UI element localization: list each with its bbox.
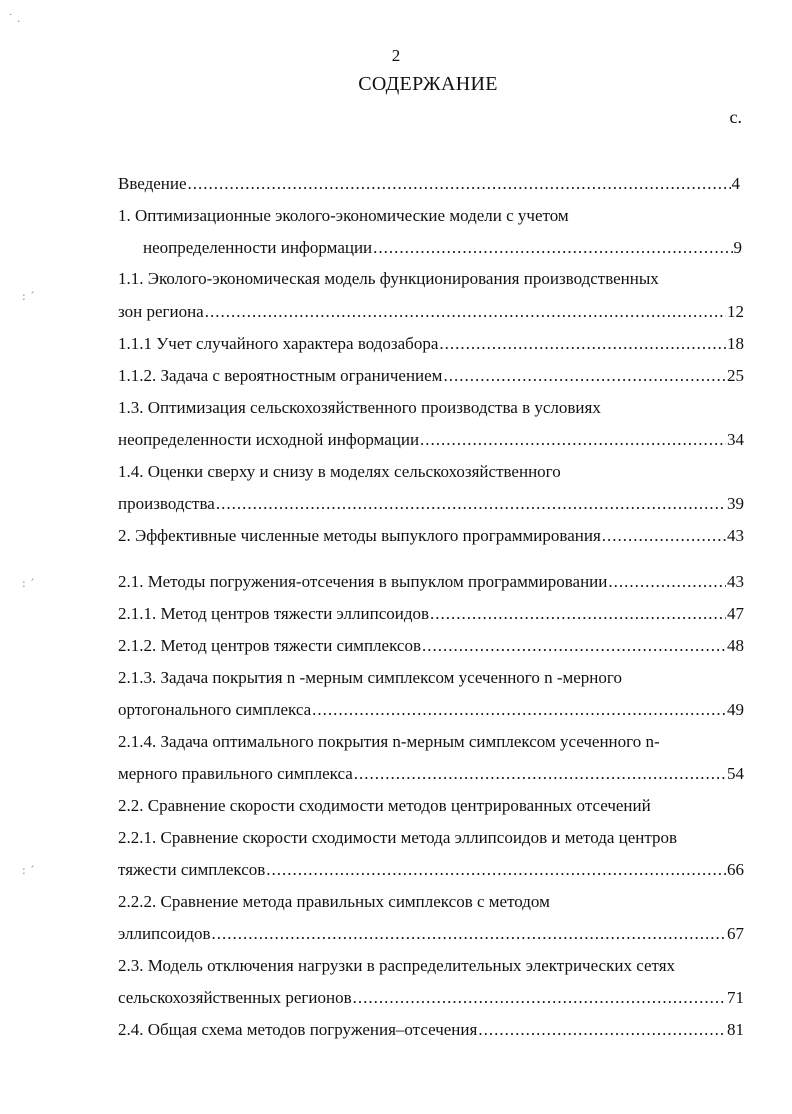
toc-leader-dots (608, 572, 726, 592)
toc-entry-text: 2.1.1. Метод центров тяжести эллипсоидов (118, 604, 430, 623)
page-number: 2 (391, 46, 401, 65)
toc-entry-text: 1.4. Оценки сверху и снизу в моделях сельскохозяйственного (118, 462, 561, 481)
scan-artifact: ˙ . (8, 12, 21, 25)
toc-entry-text: 2. Эффективные численные методы выпуклого программирования (118, 526, 601, 545)
toc-entry-page: 25 (727, 366, 744, 385)
toc-entry-text: 1.1.1 Учет случайного характера водозабора (118, 334, 439, 353)
toc-leader-dots (188, 174, 731, 194)
toc-entry-text: неопределенности исходной информации (118, 430, 420, 449)
toc-entry-text: 1.1.2. Задача с вероятностным ограничением (118, 366, 443, 385)
toc-entry (118, 988, 744, 1010)
scan-artifact: : ´ (22, 290, 35, 303)
toc-entry-text: 2.4. Общая схема методов погружения–отсечения (118, 1020, 478, 1039)
toc-entry (118, 334, 744, 356)
toc-entry-page: 34 (727, 430, 744, 449)
toc-entry (143, 238, 742, 260)
toc-entry (118, 892, 550, 914)
toc-entry (118, 302, 744, 324)
toc-leader-dots (422, 636, 726, 656)
toc-entry (118, 1020, 744, 1042)
toc-entry-page: 47 (727, 604, 744, 623)
toc-leader-dots (373, 238, 732, 258)
toc-leader-dots (602, 526, 726, 546)
toc-entry-page: 71 (727, 988, 744, 1007)
toc-entry-text: производства (118, 494, 215, 513)
toc-entry (118, 764, 744, 786)
toc-entry (118, 572, 744, 594)
toc-entry (118, 462, 561, 484)
toc-entry (118, 430, 744, 452)
page-column-label: с. (729, 107, 742, 127)
toc-entry-page: 43 (727, 526, 744, 545)
toc-leader-dots (439, 334, 726, 354)
toc-entry (118, 956, 675, 978)
toc-entry-page: 67 (727, 924, 744, 943)
toc-entry-text: 2.2.2. Сравнение метода правильных симплексов с методом (118, 892, 550, 911)
toc-leader-dots (205, 302, 726, 322)
toc-leader-dots (354, 764, 726, 784)
toc-entry-text: 1.1. Эколого-экономическая модель функционирования производственных (118, 269, 659, 288)
toc-entry-page: 66 (727, 860, 744, 879)
toc-entry-text: Введение (118, 174, 187, 193)
toc-entry-page: 81 (727, 1020, 744, 1039)
toc-entry-text: 2.1.3. Задача покрытия n -мерным симплексом усеченного n -мерного (118, 668, 622, 687)
toc-entry-page: 49 (727, 700, 744, 719)
scan-artifact: : ´ (22, 864, 35, 877)
toc-entry (118, 206, 569, 228)
toc-entry-page: 54 (727, 764, 744, 783)
toc-entry-text: 1. Оптимизационные эколого-экономические модели с учетом (118, 206, 569, 225)
toc-entry-page: 12 (727, 302, 744, 321)
toc-entry-page: 18 (727, 334, 744, 353)
toc-entry (118, 366, 744, 388)
toc-leader-dots (420, 430, 726, 450)
toc-entry-text: 2.1. Методы погружения-отсечения в выпуклом программировании (118, 572, 608, 591)
toc-entry (118, 526, 744, 548)
toc-entry-page: 48 (727, 636, 744, 655)
toc-entry (118, 269, 659, 291)
toc-entry (118, 860, 744, 882)
toc-entry (118, 174, 740, 196)
toc-entry-text: тяжести симплексов (118, 860, 266, 879)
toc-entry-text: сельскохозяйственных регионов (118, 988, 352, 1007)
page-title: СОДЕРЖАНИЕ (358, 73, 498, 95)
toc-entry-text: мерного правильного симплекса (118, 764, 353, 783)
toc-entry-text: 2.1.2. Метод центров тяжести симплексов (118, 636, 421, 655)
toc-entry (118, 398, 601, 420)
toc-entry (118, 494, 744, 516)
toc-entry-text: 2.2. Сравнение скорости сходимости методов центрированных отсечений (118, 796, 651, 815)
toc-entry-text: ортогонального симплекса (118, 700, 312, 719)
toc-entry (118, 732, 660, 754)
toc-leader-dots (443, 366, 726, 386)
toc-leader-dots (353, 988, 726, 1008)
toc-leader-dots (430, 604, 726, 624)
toc-entry-page: 9 (733, 238, 742, 257)
toc-entry (118, 604, 744, 626)
toc-entry-page: 43 (727, 572, 744, 591)
toc-entry (118, 636, 744, 658)
toc-entry (118, 668, 622, 690)
toc-entry-text: зон региона (118, 302, 204, 321)
toc-entry-text: 2.2.1. Сравнение скорости сходимости метода эллипсоидов и метода центров (118, 828, 678, 847)
toc-leader-dots (478, 1020, 726, 1040)
toc-leader-dots (266, 860, 726, 880)
toc-leader-dots (312, 700, 726, 720)
toc-entry-text: 2.1.4. Задача оптимального покрытия n-мерным симплексом усеченного n- (118, 732, 660, 751)
scan-artifact: : ´ (22, 577, 35, 590)
toc-entry-text: неопределенности информации (143, 238, 373, 257)
toc-entry (118, 828, 677, 850)
toc-entry-text: 2.3. Модель отключения нагрузки в распределительных электрических сетях (118, 956, 676, 975)
toc-entry-page: 4 (731, 174, 740, 193)
toc-entry (118, 796, 651, 818)
toc-entry-text: эллипсоидов (118, 924, 211, 943)
toc-entry (118, 924, 744, 946)
toc-entry-page: 39 (727, 494, 744, 513)
toc-entry-text: 1.3. Оптимизация сельскохозяйственного производства в условиях (118, 398, 601, 417)
toc-entry (118, 700, 744, 722)
toc-leader-dots (216, 494, 726, 514)
toc-leader-dots (211, 924, 726, 944)
